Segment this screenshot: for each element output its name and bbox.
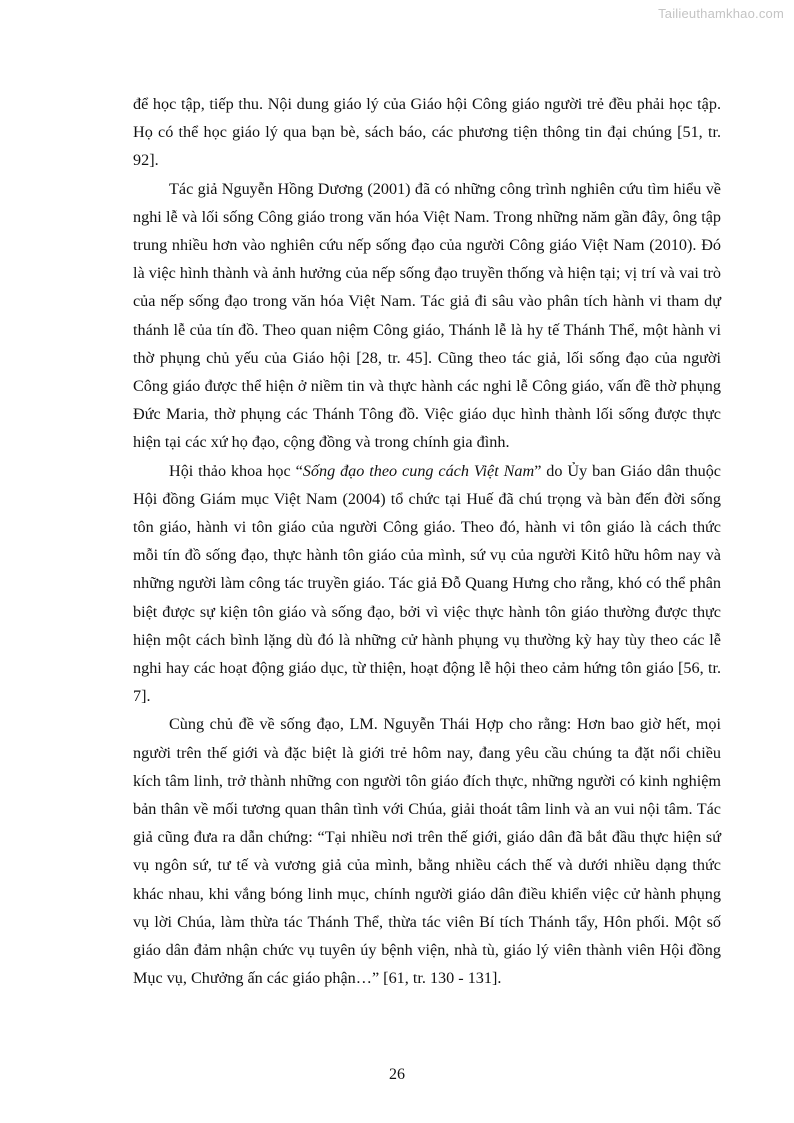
conference-title: Sống đạo theo cung cách Việt Nam [302,461,535,480]
paragraph-3-rest: ” do Ủy ban Giáo dân thuộc Hội đồng Giám mục Việt Nam (2004) tổ chức tại Huế đã chú trọng và bàn đến đời sống tôn giáo, hành vi tôn giáo của người Công giáo. Theo đó, hành vi tôn giáo là cách thức mỗi tín đồ sống đạo, thực hành tôn giáo của mình, sứ vụ của người Kitô hữu hôm nay và những người làm công tác truyền giáo. Tác giả Đỗ Quang Hưng cho rằng, khó có thể phân biệt được sự kiện tôn giáo và sống đạo, bởi vì việc thực hành tôn giáo thường được thực hiện một cách bình lặng dù đó là những cử hành phụng vụ thường kỳ hay tùy theo các lễ nghi hay các hoạt động giáo dục, từ thiện, hoạt động lễ hội theo cảm hứng tôn giáo [56, tr. 7]. [133,461,721,706]
document-body [133,90,721,993]
paragraph-1: để học tập, tiếp thu. Nội dung giáo lý của Giáo hội Công giáo người trẻ đều phải học tập. Họ có thể học giáo lý qua bạn bè, sách báo, các phương tiện thông tin đại chúng [51, tr. 92]. [133,95,721,170]
paragraph-3 [133,457,721,711]
watermark-text: Tailieuthamkhao.com [658,6,784,21]
page-number: 26 [389,1066,405,1083]
paragraph-4: Cùng chủ đề về sống đạo, LM. Nguyễn Thái Hợp cho rằng: Hơn bao giờ hết, mọi người trên thế giới và đặc biệt là giới trẻ hôm nay, đang yêu cầu chúng ta đặt nổi chiều kích tâm linh, trở thành những con người tôn giáo đích thực, những người có kinh nghiệm bản thân về mối tương quan thân tình với Chúa, giải thoát tâm linh và an vui nội tâm. Tác giả cũng đưa ra dẫn chứng: “Tại nhiều nơi trên thế giới, giáo dân đã bắt đầu thực hiện sứ vụ ngôn sứ, tư tế và vương giả của mình, bằng nhiều cách thế và dưới nhiều dạng thức khác nhau, khi vắng bóng linh mục, chính người giáo dân điều khiển việc cử hành phụng vụ lời Chúa, làm thừa tác Thánh Thể, thừa tác viên Bí tích Thánh tẩy, Hôn phối. Một số giáo dân đảm nhận chức vụ tuyên úy bệnh viện, nhà tù, giáo lý viên thành viên Hội đồng Mục vụ, Chưởng ấn các giáo phận…” [61, tr. 130 - 131]. [133,715,721,988]
paragraph-2: Tác giả Nguyễn Hồng Dương (2001) đã có những công trình nghiên cứu tìm hiểu về nghi lễ và lối sống Công giáo trong văn hóa Việt Nam. Trong những năm gần đây, ông tập trung nhiều hơn vào nghiên cứu nếp sống đạo của người Công giáo Việt Nam (2010). Đó là việc hình thành và ảnh hưởng của nếp sống đạo truyền thống và hiện tại; vị trí và vai trò của nếp sống đạo trong văn hóa Việt Nam. Tác giả đi sâu vào phân tích hành vi tham dự thánh lễ của tín đồ. Theo quan niệm Công giáo, Thánh lễ là hy tế Thánh Thể, một hành vi thờ phụng chủ yếu của Giáo hội [28, tr. 45]. Cũng theo tác giả, lối sống đạo của người Công giáo được thể hiện ở niềm tin và thực hành các nghi lễ Công giáo, vấn đề thờ phụng Đức Maria, thờ phụng các Thánh Tông đồ. Việc giáo dục hình thành lối sống được thực hiện tại các xứ họ đạo, cộng đồng và trong chính gia đình. [133,179,721,452]
paragraph-3-lead: Hội thảo khoa học “ [169,461,303,480]
